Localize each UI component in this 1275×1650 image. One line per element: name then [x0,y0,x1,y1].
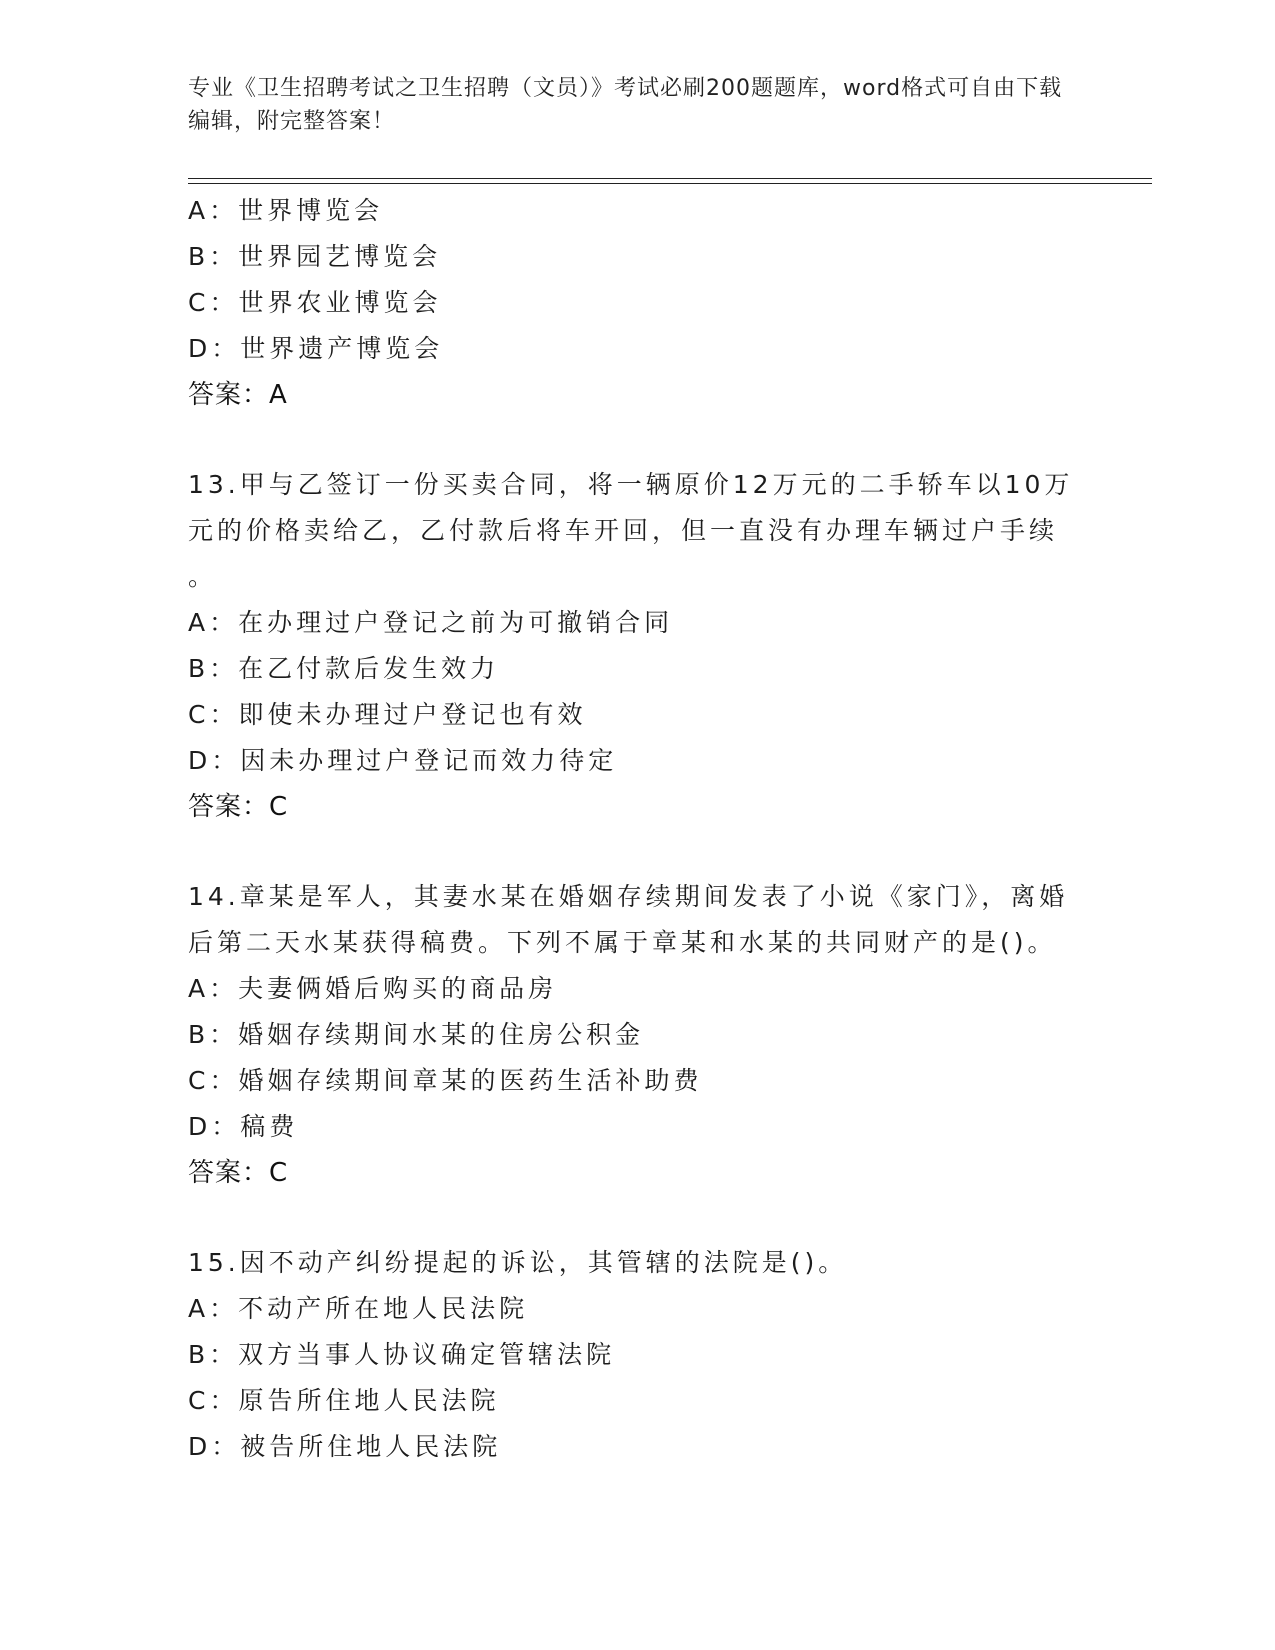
question-list [188,188,1088,1470]
option-b: B：双方当事人协议确定管辖法院 [188,1340,616,1369]
option-d: D：世界遗产博览会 [188,334,444,363]
option-d: D：因未办理过户登记而效力待定 [188,746,618,775]
option-a: A：不动产所在地人民法院 [188,1294,529,1323]
spacer [188,418,1088,462]
question-text-line: 15.因不动产纠纷提起的诉讼，其管辖的法院是()。 [188,1248,848,1277]
option-b: B：世界园艺博览会 [188,242,442,271]
option-a: A：世界博览会 [188,196,384,225]
question-text-line: 。 [188,562,218,591]
spacer [188,1196,1088,1240]
question-text-line: 14.章某是军人，其妻水某在婚姻存续期间发表了小说《家门》，离婚 [188,882,1069,911]
answer-line: 答案：C [188,792,289,822]
option-c: C：即使未办理过户登记也有效 [188,700,587,729]
option-c: C：原告所住地人民法院 [188,1386,500,1415]
question-text-line: 后第二天水某获得稿费。下列不属于章某和水某的共同财产的是()。 [188,928,1057,957]
option-a: A：在办理过户登记之前为可撤销合同 [188,608,674,637]
option-a: A：夫妻俩婚后购买的商品房 [188,974,558,1003]
header-rule-top [188,178,1152,179]
question-block-12 [188,188,1088,418]
question-block-14 [188,874,1088,1196]
question-text-line: 13.甲与乙签订一份买卖合同，将一辆原价12万元的二手轿车以10万 [188,470,1074,499]
question-block-15 [188,1240,1088,1470]
document-header: 专业《卫生招聘考试之卫生招聘（文员）》考试必刷200题题库，word格式可自由下载编辑，附完整答案！ [188,76,1063,134]
option-b: B：婚姻存续期间水某的住房公积金 [188,1020,645,1049]
answer-line: 答案：A [188,380,288,410]
option-c: C：世界农业博览会 [188,288,442,317]
option-d: D：稿费 [188,1112,299,1141]
question-block-13 [188,462,1088,830]
option-b: B：在乙付款后发生效力 [188,654,500,683]
answer-line: 答案：C [188,1158,289,1188]
spacer [188,830,1088,874]
option-c: C：婚姻存续期间章某的医药生活补助费 [188,1066,703,1095]
option-d: D：被告所住地人民法院 [188,1432,502,1461]
question-text-line: 元的价格卖给乙，乙付款后将车开回，但一直没有办理车辆过户手续 [188,516,1059,545]
header-rule-bottom [188,183,1152,184]
